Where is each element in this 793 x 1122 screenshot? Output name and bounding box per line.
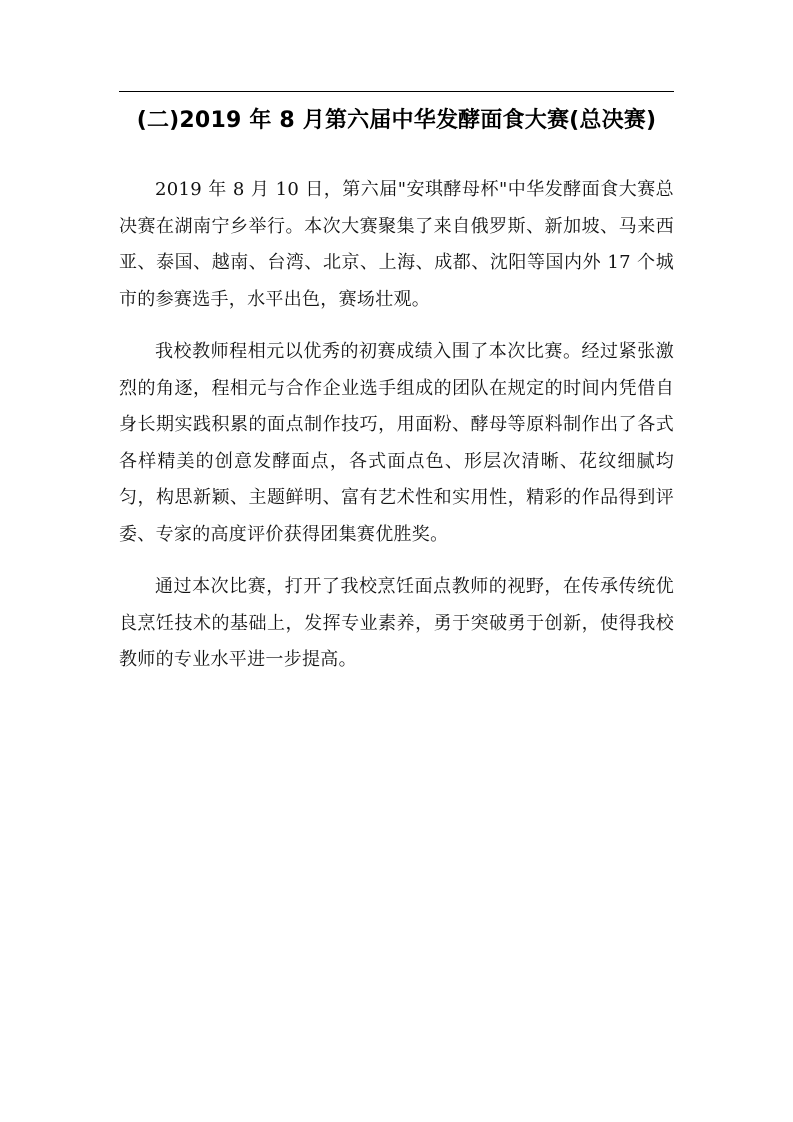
top-divider [119,91,674,92]
paragraph-teacher-award: 我校教师程相元以优秀的初赛成绩入围了本次比赛。经过紧张激烈的角逐，程相元与合作企业选手组成的团队在规定的时间内凭借自身长期实践积累的面点制作技巧，用面粉、酵母等原料制作出了各式各样精美的创意发酵面点，各式面点色、形层次清晰、花纹细腻均匀，构思新颖、主题鲜明、富有艺术性和实用性，精彩的作品得到评委、专家的高度评价获得团集赛优胜奖。 [119,341,674,545]
article-body [119,172,674,695]
page-title: (二)2019 年 8 月第六届中华发酵面食大赛(总决赛) [136,108,657,133]
paragraph-intro: 2019 年 8 月 10 日，第六届"安琪酵母杯"中华发酵面食大赛总决赛在湖南宁乡举行。本次大赛聚集了来自俄罗斯、新加坡、马来西亚、泰国、越南、台湾、北京、上海、成都、沈阳等国内外 17 个城市的参赛选手，水平出色，赛场壮观。 [119,179,674,310]
paragraph-conclusion: 通过本次比赛，打开了我校烹饪面点教师的视野，在传承传统优良烹饪技术的基础上，发挥专业素养，勇于突破勇于创新，使得我校教师的专业水平进一步提高。 [119,576,674,670]
